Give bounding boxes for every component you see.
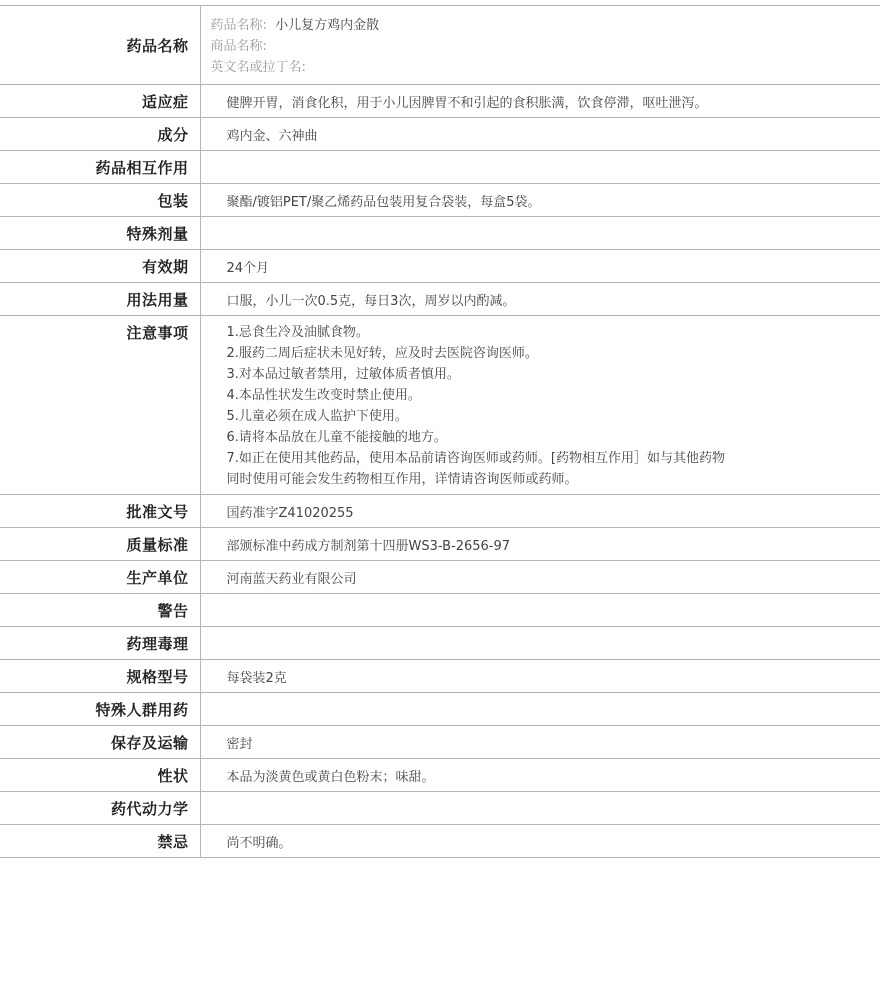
- label-appearance: 性状: [0, 759, 200, 792]
- row-approval: [0, 495, 880, 528]
- label-packaging: 包装: [0, 184, 200, 217]
- value-appearance: 本品为淡黄色或黄白色粉末；味甜。: [200, 759, 880, 792]
- row-quality-standard: [0, 528, 880, 561]
- drug-name-text: 小儿复方鸡内金散: [275, 18, 380, 33]
- label-ingredients: 成分: [0, 118, 200, 151]
- label-quality-standard: 质量标准: [0, 528, 200, 561]
- row-storage: [0, 726, 880, 759]
- value-pharmacology: [200, 627, 880, 660]
- drug-name-line: [211, 15, 880, 36]
- trade-name-line: 商品名称:: [210, 39, 267, 54]
- row-drug-name: [0, 6, 880, 85]
- row-special-population: [0, 693, 880, 726]
- label-pharmacokinetics: 药代动力学: [0, 792, 200, 825]
- value-quality-standard: 部颁标准中药成方制剂第十四册WS3-B-2656-97: [200, 528, 880, 561]
- label-pharmacology: 药理毒理: [0, 627, 200, 660]
- label-manufacturer: 生产单位: [0, 561, 200, 594]
- label-specification: 规格型号: [0, 660, 200, 693]
- label-drug-name: 药品名称: [0, 6, 200, 85]
- row-specification: [0, 660, 880, 693]
- row-interactions: [0, 151, 880, 184]
- value-interactions: [200, 151, 880, 184]
- value-contraindications: 尚不明确。: [200, 825, 880, 858]
- row-precautions: [0, 316, 880, 495]
- label-precautions: 注意事项: [0, 316, 200, 495]
- value-drug-name: [200, 6, 880, 85]
- value-pharmacokinetics: [200, 792, 880, 825]
- label-contraindications: 禁忌: [0, 825, 200, 858]
- label-validity: 有效期: [0, 250, 200, 283]
- row-warning: [0, 594, 880, 627]
- precaution-line: 同时使用可能会发生药物相互作用，详情请咨询医师或药师。: [226, 472, 578, 487]
- row-special-dosage: [0, 217, 880, 250]
- value-packaging: 聚酯/镀铝PET/聚乙烯药品包装用复合袋装，每盒5袋。: [200, 184, 880, 217]
- label-usage: 用法用量: [0, 283, 200, 316]
- row-contraindications: [0, 825, 880, 858]
- precaution-line: 5.儿童必须在成人监护下使用。: [226, 409, 408, 424]
- row-pharmacology: [0, 627, 880, 660]
- precaution-line: 3.对本品过敏者禁用，过敏体质者慎用。: [226, 367, 460, 382]
- precaution-line: 1.忌食生冷及油腻食物。: [226, 325, 369, 340]
- value-specification: 每袋装2克: [200, 660, 880, 693]
- value-special-population: [200, 693, 880, 726]
- row-indication: [0, 85, 880, 118]
- english-name-line: 英文名或拉丁名:: [210, 60, 306, 75]
- drug-name-prefix: 药品名称:: [210, 18, 267, 33]
- label-approval: 批准文号: [0, 495, 200, 528]
- label-special-dosage: 特殊剂量: [0, 217, 200, 250]
- precaution-line: 4.本品性状发生改变时禁止使用。: [226, 388, 421, 403]
- value-special-dosage: [200, 217, 880, 250]
- row-appearance: [0, 759, 880, 792]
- label-indication: 适应症: [0, 85, 200, 118]
- value-storage: 密封: [200, 726, 880, 759]
- label-interactions: 药品相互作用: [0, 151, 200, 184]
- value-approval: 国药准字Z41020255: [200, 495, 880, 528]
- value-validity: 24个月: [200, 250, 880, 283]
- precaution-line: 6.请将本品放在儿童不能接触的地方。: [226, 430, 447, 445]
- label-storage: 保存及运输: [0, 726, 200, 759]
- precaution-line: 7.如正在使用其他药品，使用本品前请咨询医师或药师。[药物相互作用］如与其他药物: [226, 451, 725, 466]
- value-precautions: [200, 316, 880, 495]
- value-manufacturer: 河南蓝天药业有限公司: [200, 561, 880, 594]
- value-warning: [200, 594, 880, 627]
- label-special-population: 特殊人群用药: [0, 693, 200, 726]
- row-usage: [0, 283, 880, 316]
- label-warning: 警告: [0, 594, 200, 627]
- row-packaging: [0, 184, 880, 217]
- drug-spec-table: [0, 5, 880, 858]
- row-validity: [0, 250, 880, 283]
- value-ingredients: 鸡内金、六神曲: [200, 118, 880, 151]
- value-indication: 健脾开胃，消食化积，用于小儿因脾胃不和引起的食积胀满，饮食停滞，呕吐泄泻。: [200, 85, 880, 118]
- row-manufacturer: [0, 561, 880, 594]
- precaution-line: 2.服药二周后症状未见好转，应及时去医院咨询医师。: [226, 346, 538, 361]
- row-pharmacokinetics: [0, 792, 880, 825]
- row-ingredients: [0, 118, 880, 151]
- value-usage: 口服，小儿一次0.5克，每日3次，周岁以内酌减。: [200, 283, 880, 316]
